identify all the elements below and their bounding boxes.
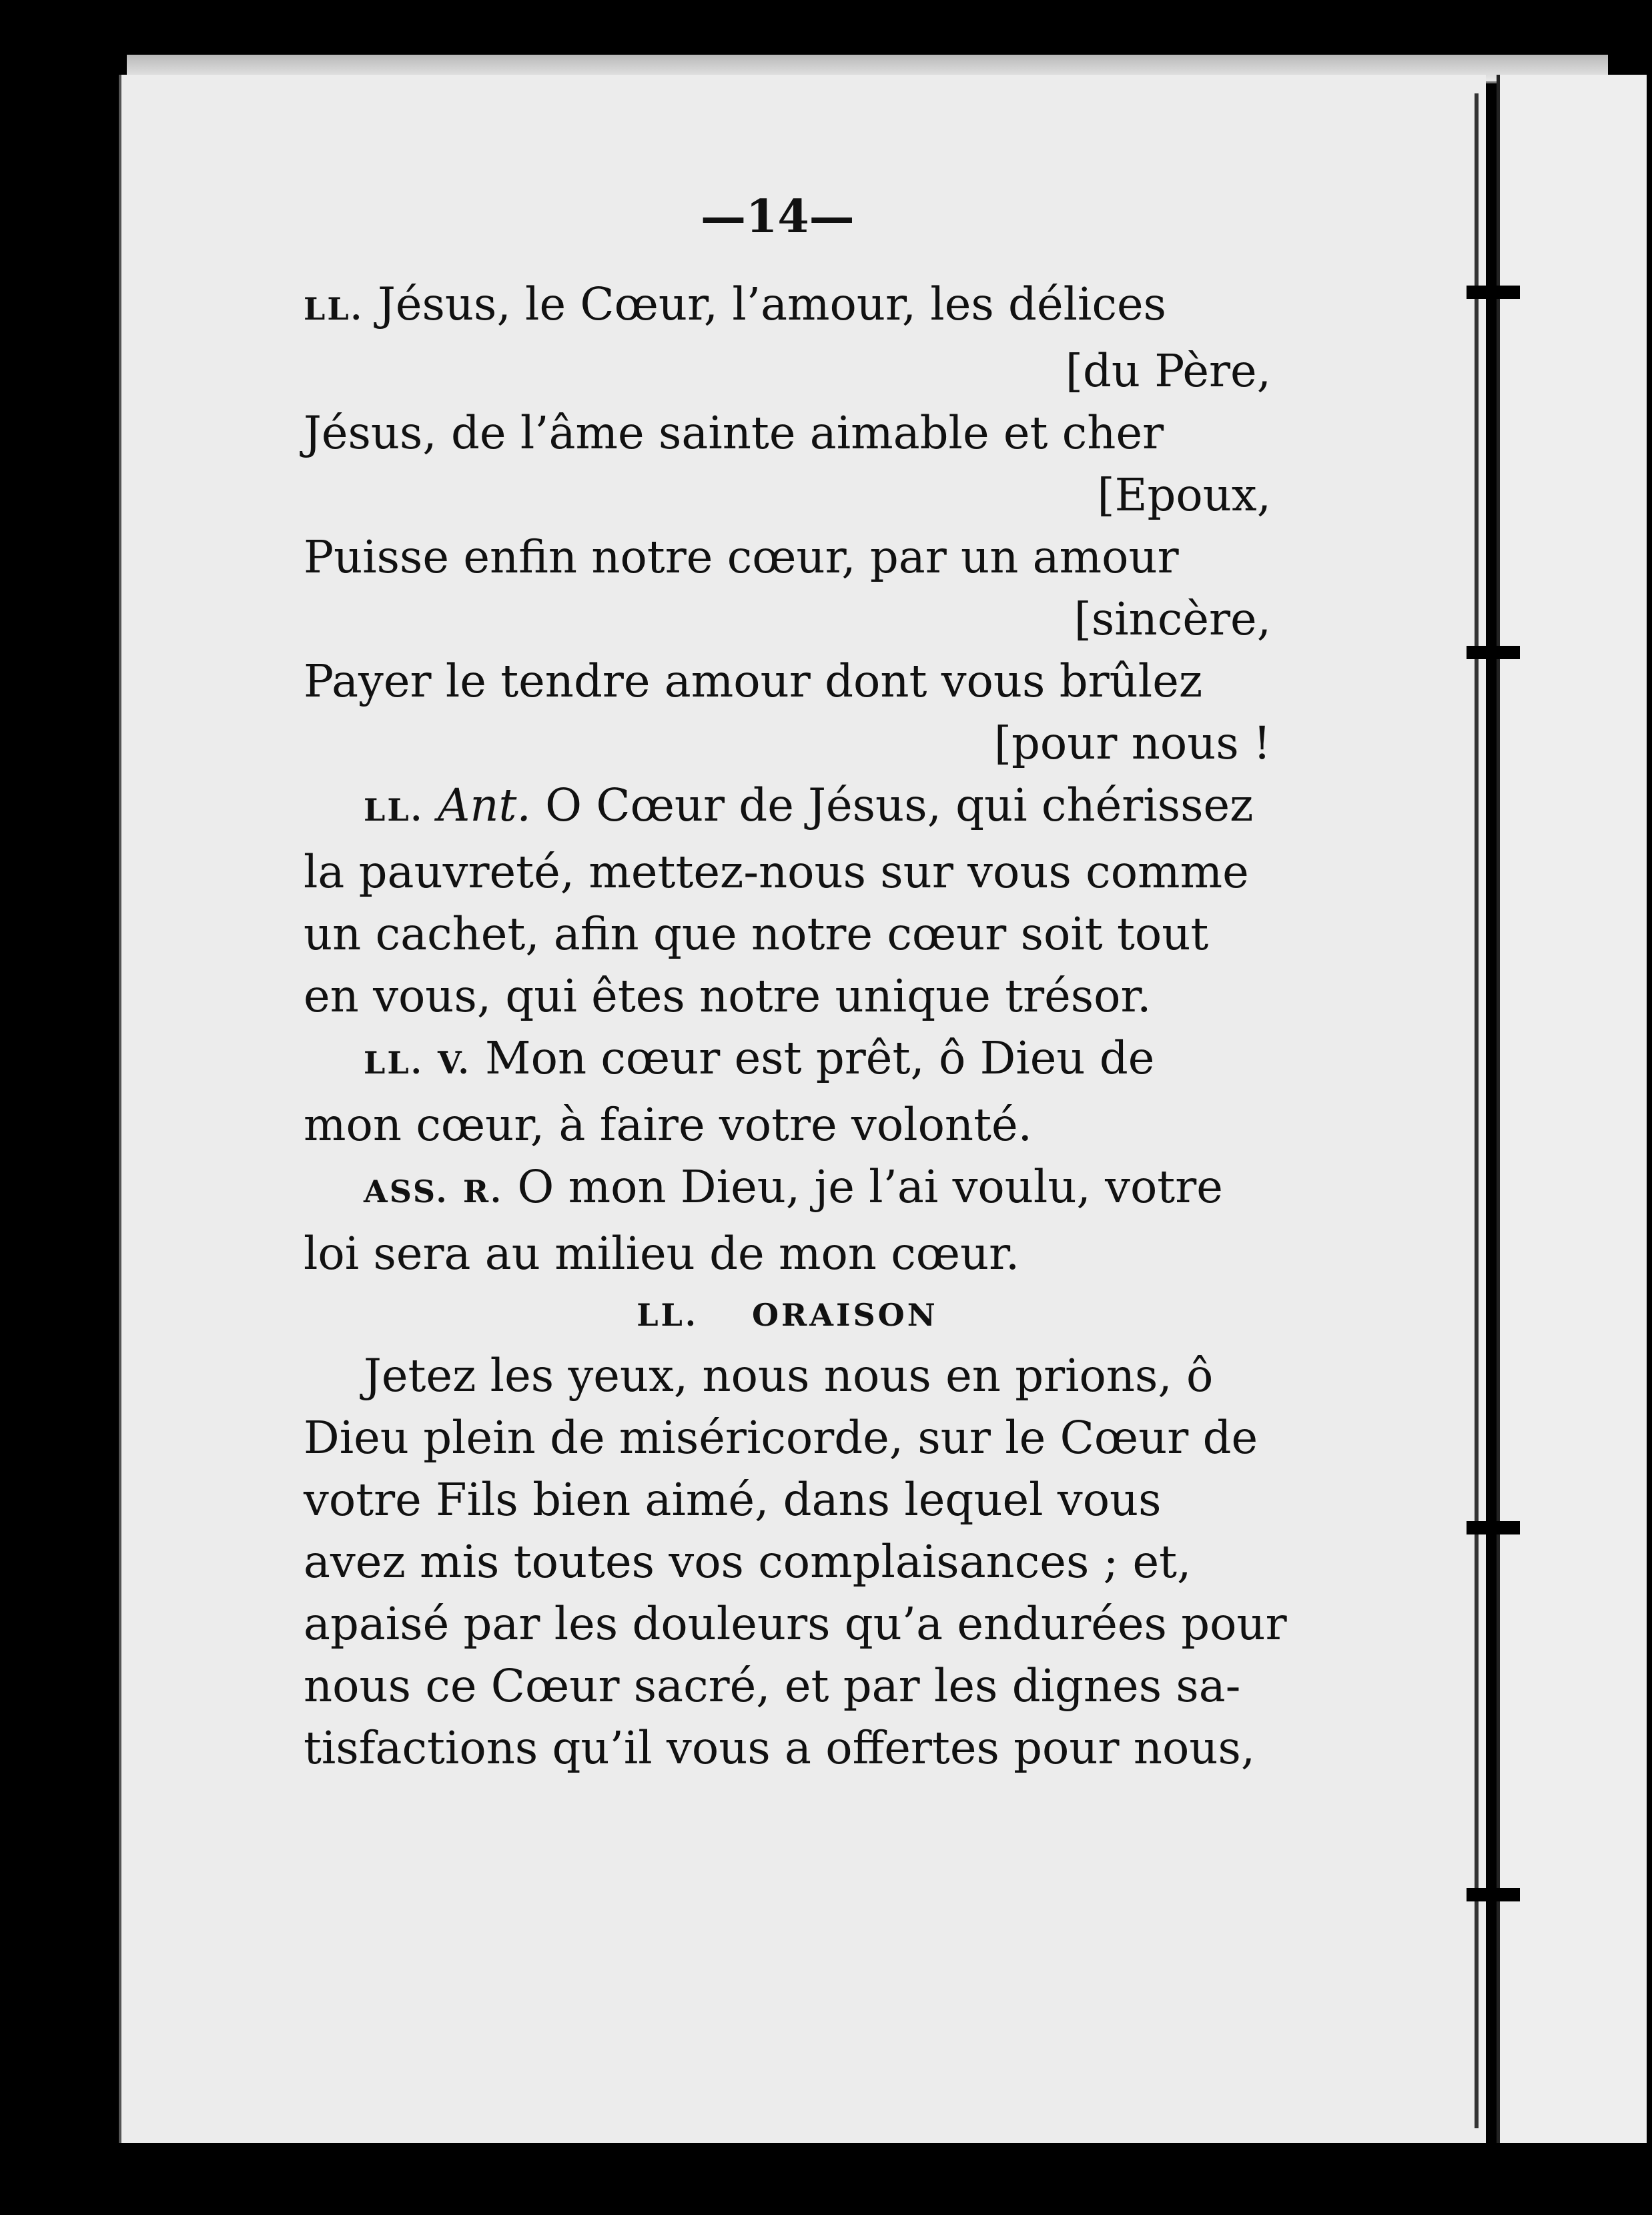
prayer-line-5: apaisé par les douleurs qu’a endurées pour	[304, 1598, 1287, 1650]
prayer-line-2: Dieu plein de miséricorde, sur le Cœur de	[304, 1412, 1258, 1464]
response-line-2: loi sera au milieu de mon cœur.	[304, 1228, 1020, 1280]
speaker-label: ASS.	[364, 1174, 449, 1210]
prayer-line-7: tisfactions qu’il vous a offertes pour nous,	[304, 1722, 1256, 1774]
speaker-label: LL.	[364, 792, 424, 828]
hymn-line-1: LL. Jésus, le Cœur, l’amour, les délices	[304, 278, 1167, 330]
prayer-line-4: avez mis toutes vos complaisances ; et,	[304, 1536, 1192, 1588]
response	[304, 1156, 1271, 1285]
antiphon-line-4: en vous, qui êtes notre unique trésor.	[304, 970, 1152, 1022]
response-line-1: ASS. R. O mon Dieu, je l’ai voulu, votre	[364, 1161, 1223, 1213]
binding-stitch	[1467, 1888, 1520, 1901]
binding-stitch	[1467, 1521, 1520, 1534]
heading-speaker: LL.	[637, 1297, 699, 1333]
hymn-line-2: [du Père,	[1065, 345, 1271, 397]
antiphon	[304, 775, 1271, 1027]
prayer-heading	[304, 1285, 1271, 1345]
prayer-text	[304, 1345, 1287, 1779]
page-text	[304, 177, 1287, 1779]
binding-stitch	[1467, 286, 1520, 299]
hymn-line-4: [Epoux,	[1097, 469, 1271, 521]
heading-title: ORAISON	[751, 1297, 938, 1333]
antiphon-line-2: la pauvreté, mettez-nous sur vous comme	[304, 846, 1249, 898]
antiphon-line-1: LL. Ant. O Cœur de Jésus, qui chérissez	[364, 779, 1254, 831]
prayer-line-1: Jetez les yeux, nous nous en prions, ô	[364, 1350, 1214, 1402]
binding-stitch	[1467, 646, 1520, 659]
response-label: R.	[462, 1174, 504, 1210]
hymn-line-8: [pour nous !	[993, 717, 1271, 769]
versicle	[304, 1027, 1271, 1156]
hymn-line-3: Jésus, de l’âme sainte aimable et cher	[304, 407, 1164, 459]
antiphon-label: Ant.	[438, 779, 531, 831]
adjacent-page	[1497, 75, 1647, 2143]
page-number: —14—	[701, 190, 855, 244]
versicle-line-2: mon cœur, à faire votre volonté.	[304, 1099, 1032, 1151]
hymn-line-7: Payer le tendre amour dont vous brûlez	[304, 655, 1203, 707]
speaker-label: LL.	[364, 1045, 424, 1081]
speaker-label: LL.	[304, 291, 364, 327]
prayer-line-6: nous ce Cœur sacré, et par les dignes sa-	[304, 1660, 1241, 1712]
antiphon-line-3: un cachet, afin que notre cœur soit tout	[304, 908, 1209, 960]
binding-edge	[1475, 93, 1479, 2128]
hymn-stanza	[304, 274, 1271, 775]
hymn-line-6: [sincère,	[1074, 593, 1271, 645]
prayer-line-3: votre Fils bien aimé, dans lequel vous	[304, 1474, 1162, 1526]
versicle-line-1: LL. V. Mon cœur est prêt, ô Dieu de	[364, 1032, 1155, 1084]
hymn-line-5: Puisse enfin notre cœur, par un amour	[304, 531, 1179, 583]
versicle-label: V.	[438, 1045, 471, 1081]
